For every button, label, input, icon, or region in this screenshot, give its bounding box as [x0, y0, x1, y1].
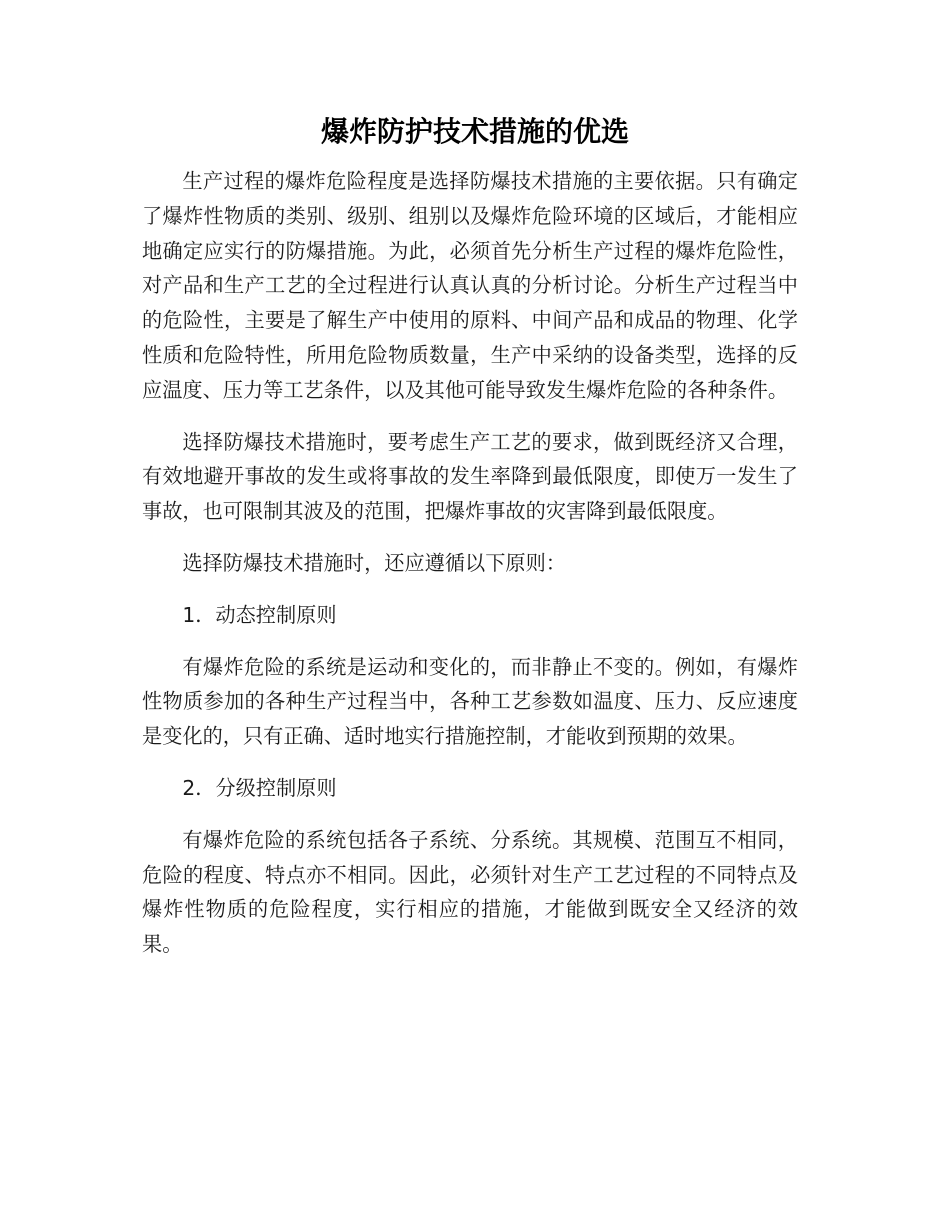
principle-heading-dynamic-control: 1．动态控制原则	[182, 602, 337, 627]
paragraph-selection-requirements: 选择防爆技术措施时，要考虑生产工艺的要求，做到既经济又合理，有效地避开事故的发生或将事故的发生率降到最低限度，即使万一发生了事故，也可限制其波及的范围，把爆炸事故的灾害降到最低限度。	[142, 429, 798, 524]
paragraph-dynamic-control: 有爆炸危险的系统是运动和变化的，而非静止不变的。例如，有爆炸性物质参加的各种生产过程当中，各种工艺参数如温度、压力、反应速度是变化的，只有正确、适时地实行措施控制，才能收到预期的效果。	[142, 654, 798, 749]
paragraph-explosion-risk-basis: 生产过程的爆炸危险程度是选择防爆技术措施的主要依据。只有确定了爆炸性物质的类别、级别、组别以及爆炸危险环境的区域后，才能相应地确定应实行的防爆措施。为此，必须首先分析生产过程的爆炸危险性，对产品和生产工艺的全过程进行认真认真的分析讨论。分析生产过程当中的危险性，主要是了解生产中使用的原料、中间产品和成品的物理、化学性质和危险特性，所用危险物质数量，生产中采纳的设备类型，选择的反应温度、压力等工艺条件，以及其他可能导致发生爆炸危险的各种条件。	[142, 169, 798, 402]
principle-heading-graded-control: 2．分级控制原则	[182, 775, 337, 800]
paragraph-graded-control: 有爆炸危险的系统包括各子系统、分系统。其规模、范围互不相同，危险的程度、特点亦不相同。因此，必须针对生产工艺过程的不同特点及爆炸性物质的危险程度，实行相应的措施，才能做到既安全又经济的效果。	[142, 827, 798, 957]
document-title: 爆炸防护技术措施的优选	[320, 115, 629, 148]
paragraph-principles-intro: 选择防爆技术措施时，还应遵循以下原则：	[182, 550, 566, 575]
document-body	[142, 164, 798, 962]
